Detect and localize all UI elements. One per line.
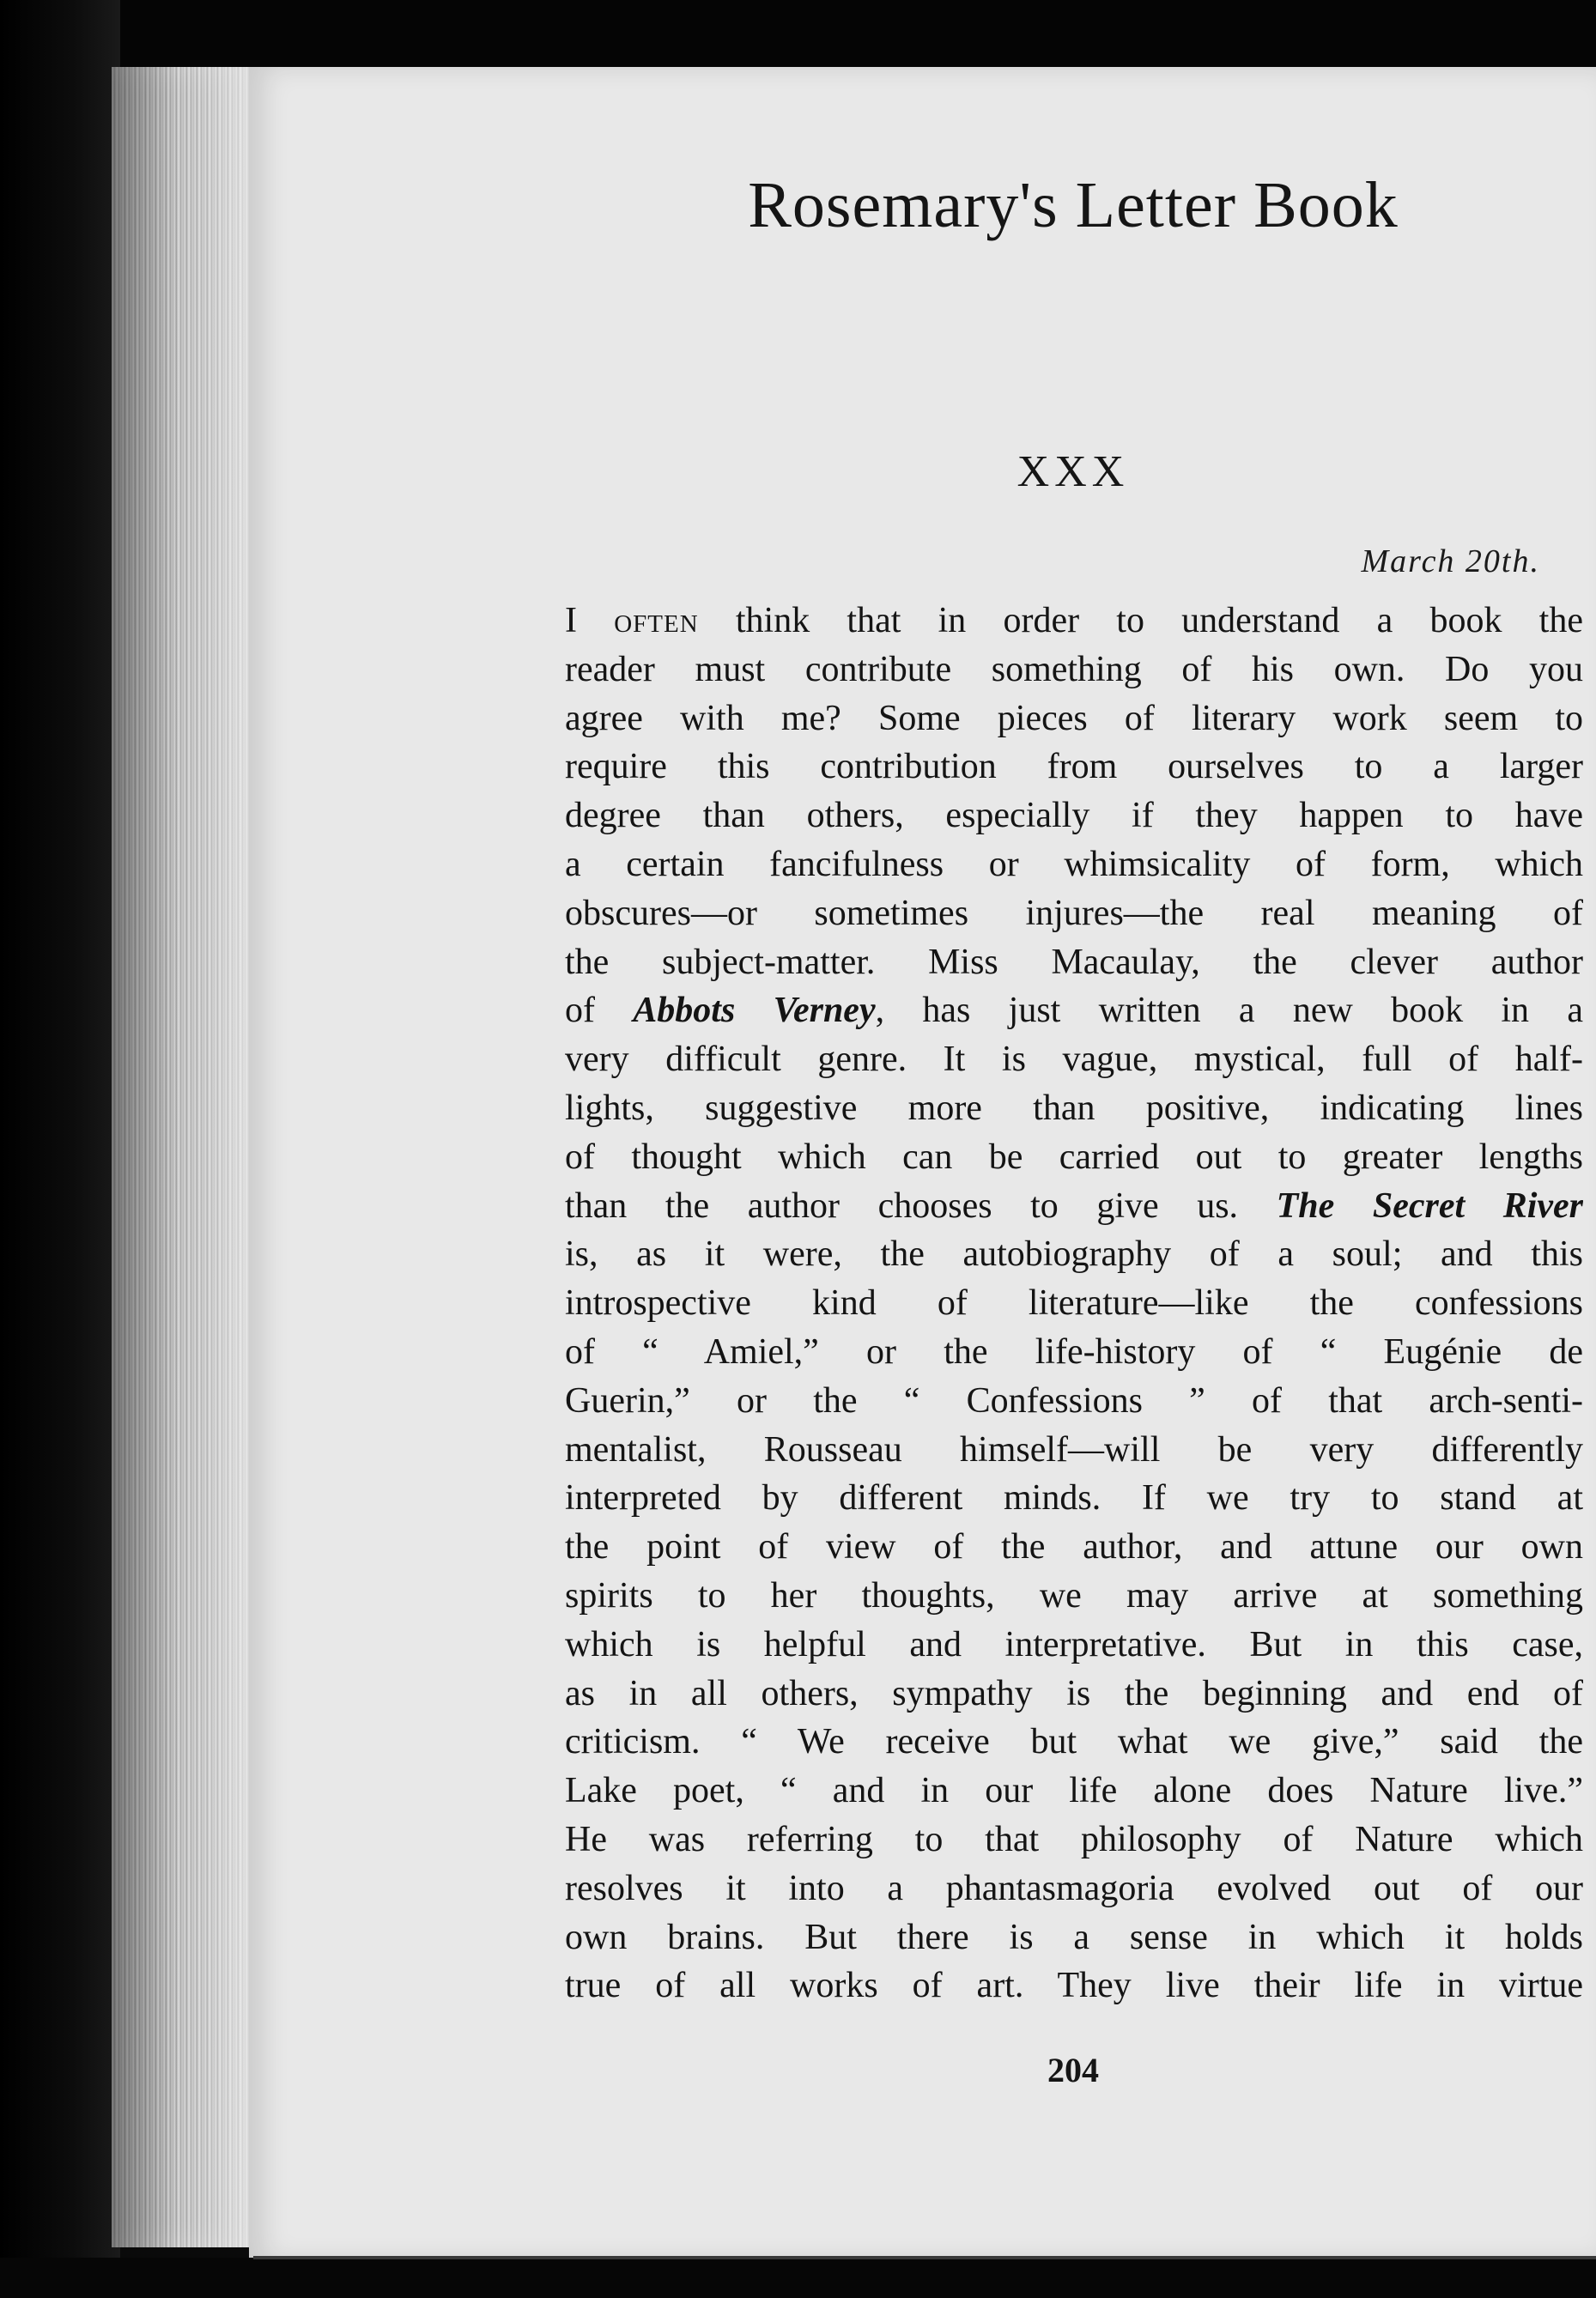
page-bottom-edge xyxy=(253,2256,1596,2259)
text-line-content: very difficult genre. It is vague, mystical, full of half- xyxy=(565,1040,1583,1080)
text-line-content: as in all others, sympathy is the beginning and end of xyxy=(565,1673,1583,1713)
text-line xyxy=(565,1718,1583,1767)
text-line xyxy=(565,986,1583,1035)
text-line xyxy=(565,1084,1583,1133)
text-line xyxy=(565,1426,1583,1475)
book-title: Abbots Verney xyxy=(633,991,876,1031)
text-line-content: agree with me? Some pieces of literary work seem to xyxy=(565,698,1583,738)
text-line-content: own brains. But there is a sense in which it holds xyxy=(565,1917,1583,1957)
text-line xyxy=(565,1182,1583,1231)
small-caps-opening: often xyxy=(614,601,699,640)
text-line-content: of “ Amiel,” or the life-history of “ Eugénie de xyxy=(565,1331,1583,1372)
text-line-content: is, as it were, the autobiography of a soul; and this xyxy=(565,1234,1583,1275)
chapter-number: XXX xyxy=(1016,447,1130,496)
letter-date: March 20th. xyxy=(1361,543,1540,579)
text-line-content: which is helpful and interpretative. But in this case, xyxy=(565,1624,1583,1664)
text-line-content: , has just written a new book in a xyxy=(875,991,1583,1031)
text-line-content: Lake poet, “ and in our life alone does Nature live.” xyxy=(565,1771,1583,1811)
body-text xyxy=(565,597,1583,2010)
text-line-content: a certain fancifulness or whimsicality of form, which xyxy=(565,844,1583,884)
text-line xyxy=(565,597,1583,646)
text-line-content: obscures—or sometimes injures—the real meaning of xyxy=(565,893,1583,933)
text-line xyxy=(565,1816,1583,1864)
text-line xyxy=(565,1961,1583,2010)
text-line-content: than the author chooses to give us. xyxy=(565,1185,1277,1226)
text-line-content: He was referring to that philosophy of Nature which xyxy=(565,1819,1583,1859)
text-line xyxy=(565,938,1583,987)
text-line xyxy=(565,1767,1583,1816)
page-edge-stack xyxy=(112,67,258,2247)
text-line xyxy=(565,1670,1583,1719)
page-number: 204 xyxy=(1047,2051,1099,2089)
text-line xyxy=(565,1523,1583,1572)
text-line-content: spirits to her thoughts, we may arrive at something xyxy=(565,1575,1583,1616)
text-line-content: Guerin,” or the “ Confessions ” of that arch-senti- xyxy=(565,1380,1583,1421)
scanner-border-top xyxy=(0,0,1596,69)
text-line xyxy=(565,743,1583,791)
text-line-content: true of all works of art. They live their life in virtue xyxy=(565,1966,1583,2006)
text-line xyxy=(565,1572,1583,1621)
book-title: The Secret River xyxy=(1276,1185,1583,1226)
text-line xyxy=(565,1474,1583,1523)
text-line-content: I xyxy=(565,601,615,640)
text-line-content: introspective kind of literature—like the confessions xyxy=(565,1283,1583,1324)
text-line-content: interpreted by different minds. If we try to stand at xyxy=(565,1478,1583,1519)
text-line xyxy=(565,1621,1583,1670)
text-line-content: criticism. “ We receive but what we give,” said the xyxy=(565,1722,1583,1762)
text-line-content: the subject-matter. Miss Macaulay, the clever author xyxy=(565,942,1583,982)
text-line-content: require this contribution from ourselves to a larger xyxy=(565,747,1583,787)
text-line xyxy=(565,694,1583,743)
text-line xyxy=(565,1035,1583,1084)
scanner-border-left xyxy=(0,0,120,2298)
text-line xyxy=(565,1864,1583,1913)
text-line-content: degree than others, especially if they happen to have xyxy=(565,796,1583,836)
text-line-content: of xyxy=(565,991,634,1031)
text-line xyxy=(565,791,1583,840)
text-line-content: mentalist, Rousseau himself—will be very differently xyxy=(565,1429,1583,1470)
text-line xyxy=(565,1133,1583,1182)
text-line-content: think that in order to understand a book the xyxy=(698,601,1583,640)
text-line-content: of thought which can be carried out to greater lengths xyxy=(565,1137,1583,1177)
text-line-content: lights, suggestive more than positive, indicating lines xyxy=(565,1088,1583,1128)
text-line-content: reader must contribute something of his own. Do you xyxy=(565,649,1583,689)
text-line xyxy=(565,889,1583,938)
running-head: Rosemary's Letter Book xyxy=(748,169,1399,241)
text-line xyxy=(565,1377,1583,1426)
text-line xyxy=(565,1279,1583,1328)
text-line-content: the point of view of the author, and attune our own xyxy=(565,1527,1583,1567)
text-line xyxy=(565,646,1583,694)
text-line xyxy=(565,1328,1583,1377)
scanner-border-bottom xyxy=(0,2258,1596,2298)
text-line-content: resolves it into a phantasmagoria evolved out of our xyxy=(565,1868,1583,1908)
text-line xyxy=(565,1913,1583,1962)
text-line xyxy=(565,840,1583,889)
text-line xyxy=(565,1230,1583,1279)
